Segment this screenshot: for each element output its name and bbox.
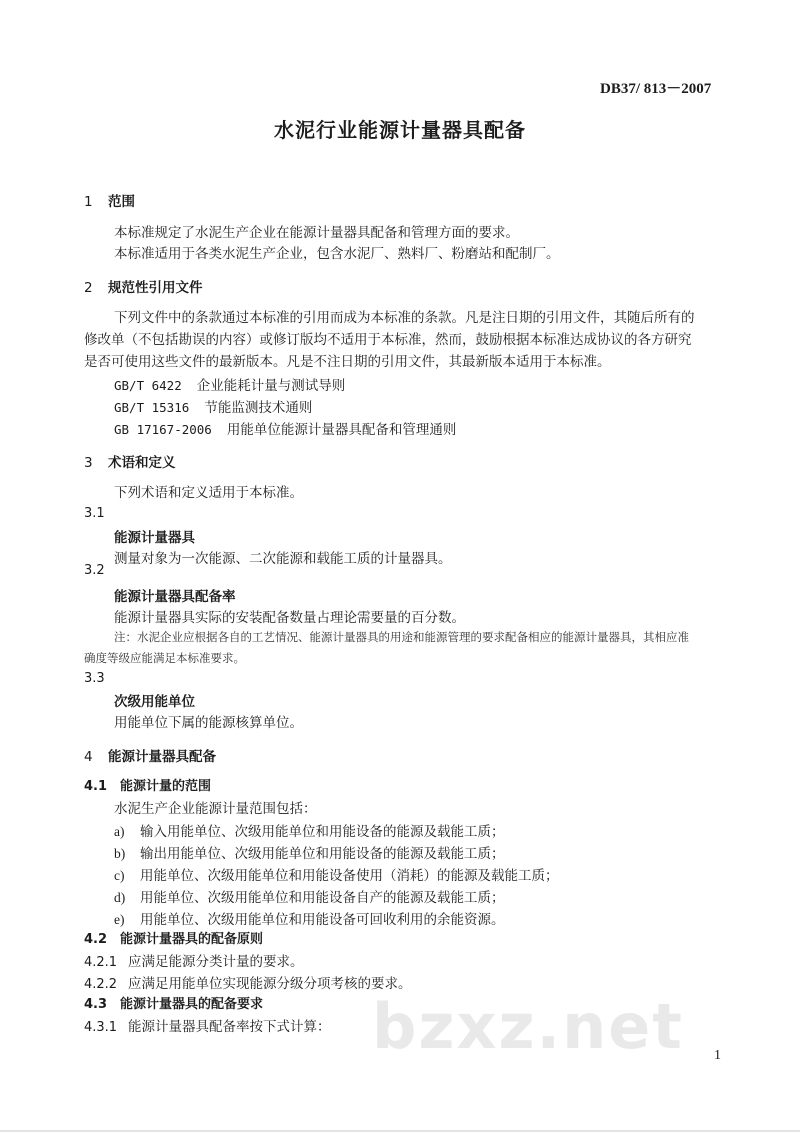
clause-number: 4.2.2 [84,977,118,992]
reference-title: 用能单位能源计量器具配备和管理通则 [226,422,457,438]
clause-text: 应满足能源分类计量的要求。 [128,954,304,970]
term-name: 能源计量器具 [114,530,195,546]
section-number: 4 [84,749,93,765]
term-definition: 用能单位下属的能源核算单位。 [114,715,303,731]
paragraph-line: 修改单（不包括勘误的内容）或修订版均不适用于本标准，然而，鼓励根据本标准达成协议的各方研究 [84,332,692,348]
list-label: d) [114,890,126,905]
subsection-number: 4.1 [84,779,108,794]
paragraph: 本标准规定了水泥生产企业在能源计量器具配备和管理方面的要求。 [114,225,519,241]
document-title: 水泥行业能源计量器具配备 [274,118,526,142]
reference-code: GB/T 15316 [114,400,190,415]
section-title: 能源计量器具配备 [108,749,216,765]
list-label: b) [114,846,126,861]
subsection-title: 能源计量器具的配备原则 [120,932,264,947]
section-title: 规范性引用文件 [108,280,203,296]
page-bottom-divider [0,1130,800,1132]
list-item [114,820,505,840]
section-3-heading [84,451,176,471]
term-name: 次级用能单位 [114,694,195,710]
subsection-title: 能源计量器具的配备要求 [120,997,264,1012]
term-number: 3.3 [84,671,105,686]
page-number: 1 [714,1048,721,1063]
subsection-4-1-heading [84,775,211,794]
subsection-4-2-heading [84,928,263,947]
list-item [114,886,505,906]
term-definition: 能源计量器具实际的安装配备数量占理论需要量的百分数。 [114,610,465,626]
paragraph: 本标准适用于各类水泥生产企业，包含水泥厂、熟料厂、粉磨站和配制厂。 [114,246,560,262]
section-title: 术语和定义 [108,455,176,471]
term-number: 3.1 [84,506,105,521]
subsection-4-3-heading [84,993,263,1012]
term-name: 能源计量器具配备率 [114,589,236,605]
reference-code: GB 17167-2006 [114,422,212,437]
section-number: 3 [84,455,93,471]
clause-number: 4.2.1 [84,955,118,970]
note-line: 注：水泥企业应根据各自的工艺情况、能源计量器具的用途和能源管理的要求配备相应的能源计量器具，其相应准 [114,630,689,644]
reference-title: 企业能耗计量与测试导则 [196,378,346,394]
clause [84,972,412,992]
list-label: c) [114,868,125,883]
subsection-title: 能源计量的范围 [120,779,212,794]
list-label: e) [114,912,125,927]
section-number: 2 [84,280,93,296]
list-item [114,908,505,928]
clause [84,950,304,970]
subsection-number: 4.2 [84,932,108,947]
list-item [114,842,505,862]
reference-item [114,396,312,416]
reference-title: 节能监测技术通则 [204,400,313,416]
paragraph: 下列术语和定义适用于本标准。 [114,485,303,501]
subsection-number: 4.3 [84,997,108,1012]
section-4-heading [84,745,216,765]
term-number: 3.2 [84,563,105,578]
list-text: 用能单位、次级用能单位和用能设备使用（消耗）的能源及载能工质； [140,868,559,884]
list-label: a) [114,824,125,839]
paragraph-line: 是否可使用这些文件的最新版本。凡是不注日期的引用文件，其最新版本适用于本标准。 [84,354,611,370]
watermark: bzxz.net [372,990,684,1063]
list-text: 输出用能单位、次级用能单位和用能设备的能源及载能工质； [140,846,505,862]
term-definition: 测量对象为一次能源、二次能源和载能工质的计量器具。 [114,551,452,567]
list-text: 用能单位、次级用能单位和用能设备可回收利用的余能资源。 [140,912,505,928]
reference-item [114,374,345,394]
paragraph: 水泥生产企业能源计量范围包括： [114,801,317,817]
standard-code: DB37/ 813－2007 [600,81,712,97]
section-1-heading [84,190,135,210]
note-line: 确度等级应能满足本标准要求。 [84,651,245,665]
clause-text: 应满足用能单位实现能源分级分项考核的要求。 [128,976,412,992]
section-number: 1 [84,194,93,210]
section-2-heading [84,276,203,296]
clause-text: 能源计量器具配备率按下式计算： [128,1019,331,1035]
reference-item [114,418,456,438]
paragraph-line: 下列文件中的条款通过本标准的引用而成为本标准的条款。凡是注日期的引用文件，其随后所有的 [114,310,695,326]
clause [84,1015,331,1035]
reference-code: GB/T 6422 [114,378,182,393]
section-title: 范围 [108,194,135,210]
list-item [114,864,559,884]
list-text: 输入用能单位、次级用能单位和用能设备的能源及载能工质； [140,824,505,840]
clause-number: 4.3.1 [84,1020,118,1035]
list-text: 用能单位、次级用能单位和用能设备自产的能源及载能工质； [140,890,505,906]
